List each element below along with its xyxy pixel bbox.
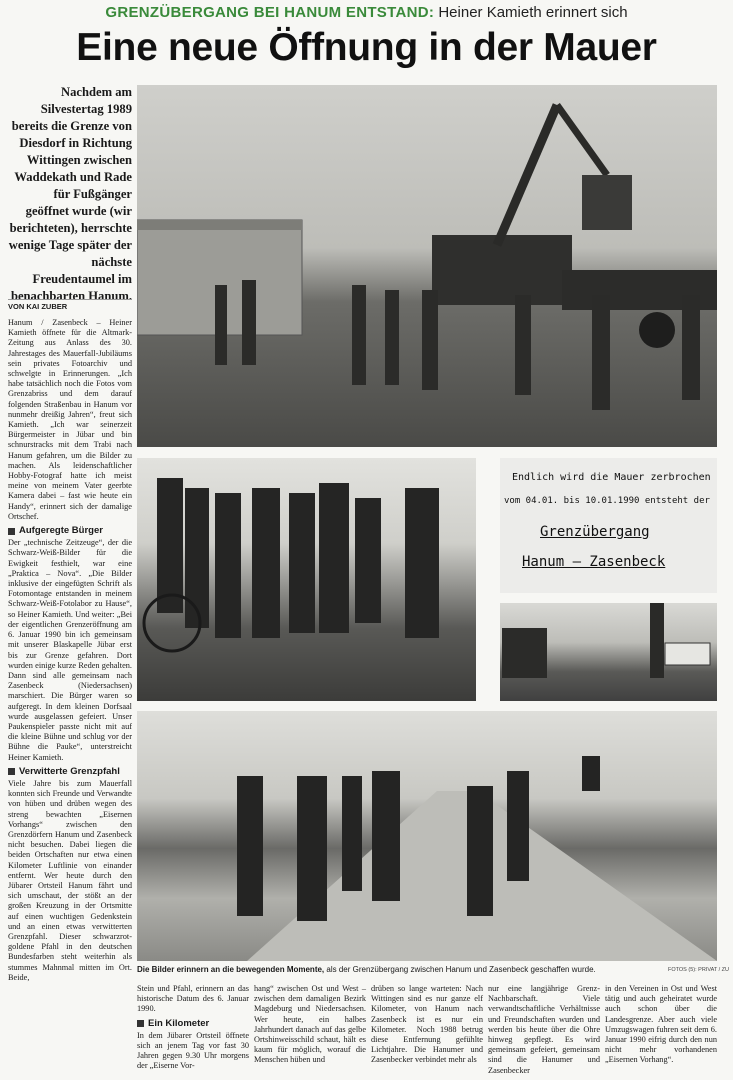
subheading [8, 767, 132, 777]
square-bullet-icon [137, 1020, 144, 1027]
caption-bold: Die Bilder erinnern an die bewegenden Momente, [137, 965, 325, 974]
article-paragraph: in den Vereinen in Ost und West tätig und auch geheiratet wurde auch schon über die Landesgrenze. Aber auch viele Umzugswagen fuhren seit dem 6. Januar 1990 eifrig durch den nun nicht mehr vorhandenen „Eisernen Vorhang“. [605, 984, 717, 1065]
article-paragraph: Hanum / Zasenbeck – Heiner Kamieth öffnete für die Altmark-Zeitung aus Anlass des 30. Jahrestages des Mauerfall-Jubiläums sein privates Fotoarchiv und schwelgte in Erinnerungen. „Ich habe tatsächlich noch die Fotos vom Grenzabriss und dem darauf folgenden Straßenbau in Hanum vor nunmehr dreißig Jahren“, freut sich Kamieth. „Ich war seinerzeit Bürgermeister in Jübar und bin schnurstracks mit dem Trabi nach Hanum gefahren, um die Bilder zu machen. Als leidenschaftlicher Hobby-Fotograf hatte ich meist meine von meinem Vater geerbte Kamera dabei – fast wie heute ein Handy“, erinnert sich der damalige Ortschef. [8, 318, 132, 521]
kicker [0, 4, 733, 21]
photo-excavator-wall [137, 85, 717, 447]
sign-line-4: Hanum – Zasenbeck [522, 554, 666, 570]
kicker-topic: GRENZÜBERGANG BEI HANUM ENTSTAND: [105, 4, 435, 21]
subheading [8, 526, 132, 536]
article-column-5 [488, 984, 600, 1076]
sign-line-3: Grenzübergang [540, 524, 650, 540]
subheading-text: Aufgeregte Bürger [19, 525, 103, 537]
article-column-2 [137, 984, 249, 1072]
photo-group-people [137, 458, 476, 701]
article-paragraph: Der „technische Zeitzeuge“, der die Schwarz-Weiß-Bilder für die Ewigkeit festhielt, war eine „Praktica – Nova“. „Die Bilder inklusive der eingefügten Schrift als Fotomontage entstanden in meinem Schwarz-Weiß-Fotolabor zu Hause“, so Heiner Kamieth. Und weiter: „Bei der eigentlichen Grenzeröffnung am 6. Januar 1990 bin ich gemeinsam mit unserer Blaskapelle Jübar erst bis zur Grenze gefahren. Dort wurden einige kurze Reden gehalten. Dann sind alle gemeinsam nach Zasenbeck (Niedersachsen) marschiert. Die Bürger waren so aufgeregt. In dem kleinen Dorfsaal wurde ausgelassen gefeiert. Unser Paukenspieler passte nicht mit auf die kleine Bühne und schlug vor der Bühne die Pauke“, unterstreicht Heiner Kamieth. [8, 538, 132, 762]
square-bullet-icon [8, 768, 15, 775]
article-paragraph: Viele Jahre bis zum Mauerfall konnten sich Freunde und Verwandte von hüben und drüben wegen des streng bewachten „Eisernen Vorhangs“ zwischen den Grenzdörfern Hanum und Zasenbeck nicht besuchen. Dabei liegen die beiden Ortschaften nur etwa einen Kilometer Luftlinie von einander entfernt. Wer heute durch den Jübarer Ortsteil Hanum fährt und sich umschaut, der stößt an der großen Kreuzung in der Ortsmitte auf einen wuchtigen Gedenkstein und an einen etwas verwitterten Grenzpfahl. Dieser schwarzrot-goldene Pfahl in den deutschen Bundesfarben steht weiterhin als stummes Mahnmal mitten im Ort. Beide, [8, 778, 132, 982]
subheading [137, 1019, 249, 1029]
photo-people-walking [137, 711, 717, 961]
byline: VON KAI ZUBER [8, 299, 132, 311]
article-column-6 [605, 984, 717, 1066]
article-column-3 [254, 984, 366, 1066]
sign-line-1: Endlich wird die Mauer zerbrochen [512, 472, 711, 483]
square-bullet-icon [8, 528, 15, 535]
article-paragraph: nur eine langjährige Grenz-Nachbarschaft. Viele verwandtschaftliche Verhältnisse und Freundschaften wurden und werden bis heute über die Ohre hinweg gepflegt. Es wird gemeinsam gefeiert, gemeinsam sind die Hanumer und Zasenbecker [488, 984, 600, 1075]
subheading-text: Ein Kilometer [148, 1017, 210, 1029]
photo-credit: FOTOS (5): PRIVAT / ZU [668, 967, 730, 973]
headline: Eine neue Öffnung in der Mauer [76, 26, 657, 69]
article-paragraph: In dem Jübarer Ortsteil öffnete sich an jenem Tag vor fast 30 Jahren gegen 9.30 Uhr morgens der „Eiserne Vor- [137, 1030, 249, 1071]
article-column-4 [371, 984, 483, 1066]
photo-road-vehicles [500, 603, 717, 701]
article-paragraph: drüben so lange warteten: Nach Wittingen sind es nur ganze elf Kilometer, von Hanum nach Zasenbeck ist es nur ein Kilometer. Noch 1988 betrug diese Entfernung gefühlte Lichtjahre. Die Hanumer und Zasenbecker verbindet mehr als [371, 984, 483, 1065]
sign-line-2: vom 04.01. bis 10.01.1990 entsteht der [504, 496, 710, 506]
subheading-text: Verwitterte Grenzpfahl [19, 765, 120, 777]
photo-caption [137, 965, 717, 974]
article-column-1 [8, 318, 132, 983]
lead-paragraph: Nachdem am Silvestertag 1989 bereits die Grenze von Diesdorf in Richtung Wittingen zwischen Waddekath und Rade für Fußgänger geöffnet wurde (wir berichteten), herrschte wenige Tage später der nächste Freudentaumel im benachbarten Hanum. [8, 85, 132, 303]
article-paragraph: Stein und Pfahl, erinnern an das historische Datum des 6. Januar 1990. [137, 984, 249, 1014]
article-paragraph: hang“ zwischen Ost und West – zwischen dem damaligen Bezirk Magdeburg und Niedersachsen. Wer heute, ein halbes Jahrhundert danach auf das gelbe Ortshinweisschild schaut, hält es kaum für möglich, worauf die Menschen hüben und [254, 984, 366, 1065]
caption-text: als der Grenzübergang zwischen Hanum und Zasenbeck geschaffen wurde. [326, 965, 596, 974]
kicker-subtitle: Heiner Kamieth erinnert sich [438, 4, 628, 21]
photo-sign-montage [500, 458, 717, 593]
